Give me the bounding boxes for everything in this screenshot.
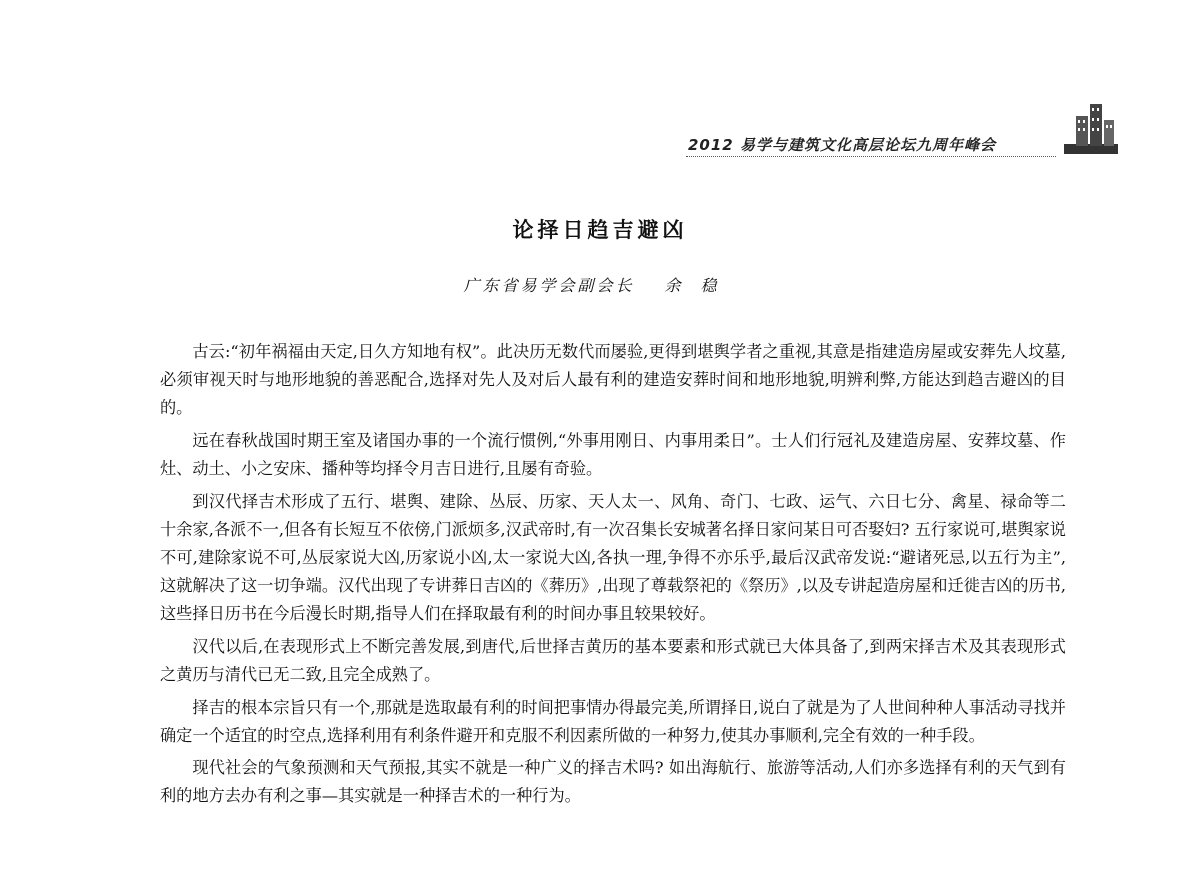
header-divider (686, 156, 1056, 157)
author-line (0, 273, 1200, 296)
paragraph: 现代社会的气象预测和天气预报,其实不就是一种广义的择吉术吗? 如出海航行、旅游等活动,人们亦多选择有利的天气到有利的地方去办有利之事—其实就是一种择吉术的一种行为。 (160, 758, 1066, 806)
paragraph: 到汉代择吉术形成了五行、堪舆、建除、丛辰、历家、天人太一、风角、奇门、七政、运气、六日七分、禽星、禄命等二十余家,各派不一,但各有长短互不依傍,门派烦多,汉武帝时,有一次召集长安城著名择日家问某日可否娶妇? 五行家说可,堪舆家说不可,建除家说不可,丛辰家说大凶,历家说小凶,太一家说大凶,各执一理,争得不亦乐乎,最后汉武帝发说:“避诸死忌,以五行为主”,这就解决了这一切争端。汉代出现了专讲葬日吉凶的《葬历》,出现了尊载祭祀的《祭历》,以及专讲起造房屋和迁徙吉凶的历书,这些择日历书在今后漫长时期,指导人们在择取最有利的时间办事且较果较好。 (160, 491, 1066, 624)
paragraph: 古云:“初年祸福由天定,日久方知地有权”。此决历无数代而屡验,更得到堪舆学者之重视,其意是指建造房屋或安葬先人坟墓,必须审视天时与地形地貌的善恶配合,选择对先人及对后人最有利的建造安葬时间和地形地貌,明辨利弊,方能达到趋吉避凶的目的。 (160, 342, 1066, 418)
author-role: 广东省易学会副会长 (463, 276, 635, 295)
building-logo-icon (1062, 98, 1120, 158)
article-body (160, 338, 1066, 815)
paragraph: 汉代以后,在表现形式上不断完善发展,到唐代,后世择吉黄历的基本要素和形式就已大体具备了,到两宋择吉术及其表现形式之黄历与清代已无二致,且完全成熟了。 (160, 636, 1066, 684)
paragraph: 择吉的根本宗旨只有一个,那就是选取最有利的时间把事情办得最完美,所谓择日,说白了就是为了人世间种种人事活动寻找并确定一个适宜的时空点,选择利用有利条件避开和克服不利因素所做的一种努力,使其办事顺利,完全有效的一种手段。 (160, 697, 1066, 745)
paragraph: 远在春秋战国时期王室及诸国办事的一个流行惯例,“外事用刚日、内事用柔日”。士人们行冠礼及建造房屋、安葬坟墓、作灶、动土、小之安床、播种等均择令月吉日进行,且屡有奇验。 (160, 430, 1066, 478)
author-name: 余稳 (664, 276, 737, 295)
article-title: 论择日趋吉避凶 (512, 218, 688, 242)
running-header: 2012 易学与建筑文化高层论坛九周年峰会 (688, 136, 996, 154)
